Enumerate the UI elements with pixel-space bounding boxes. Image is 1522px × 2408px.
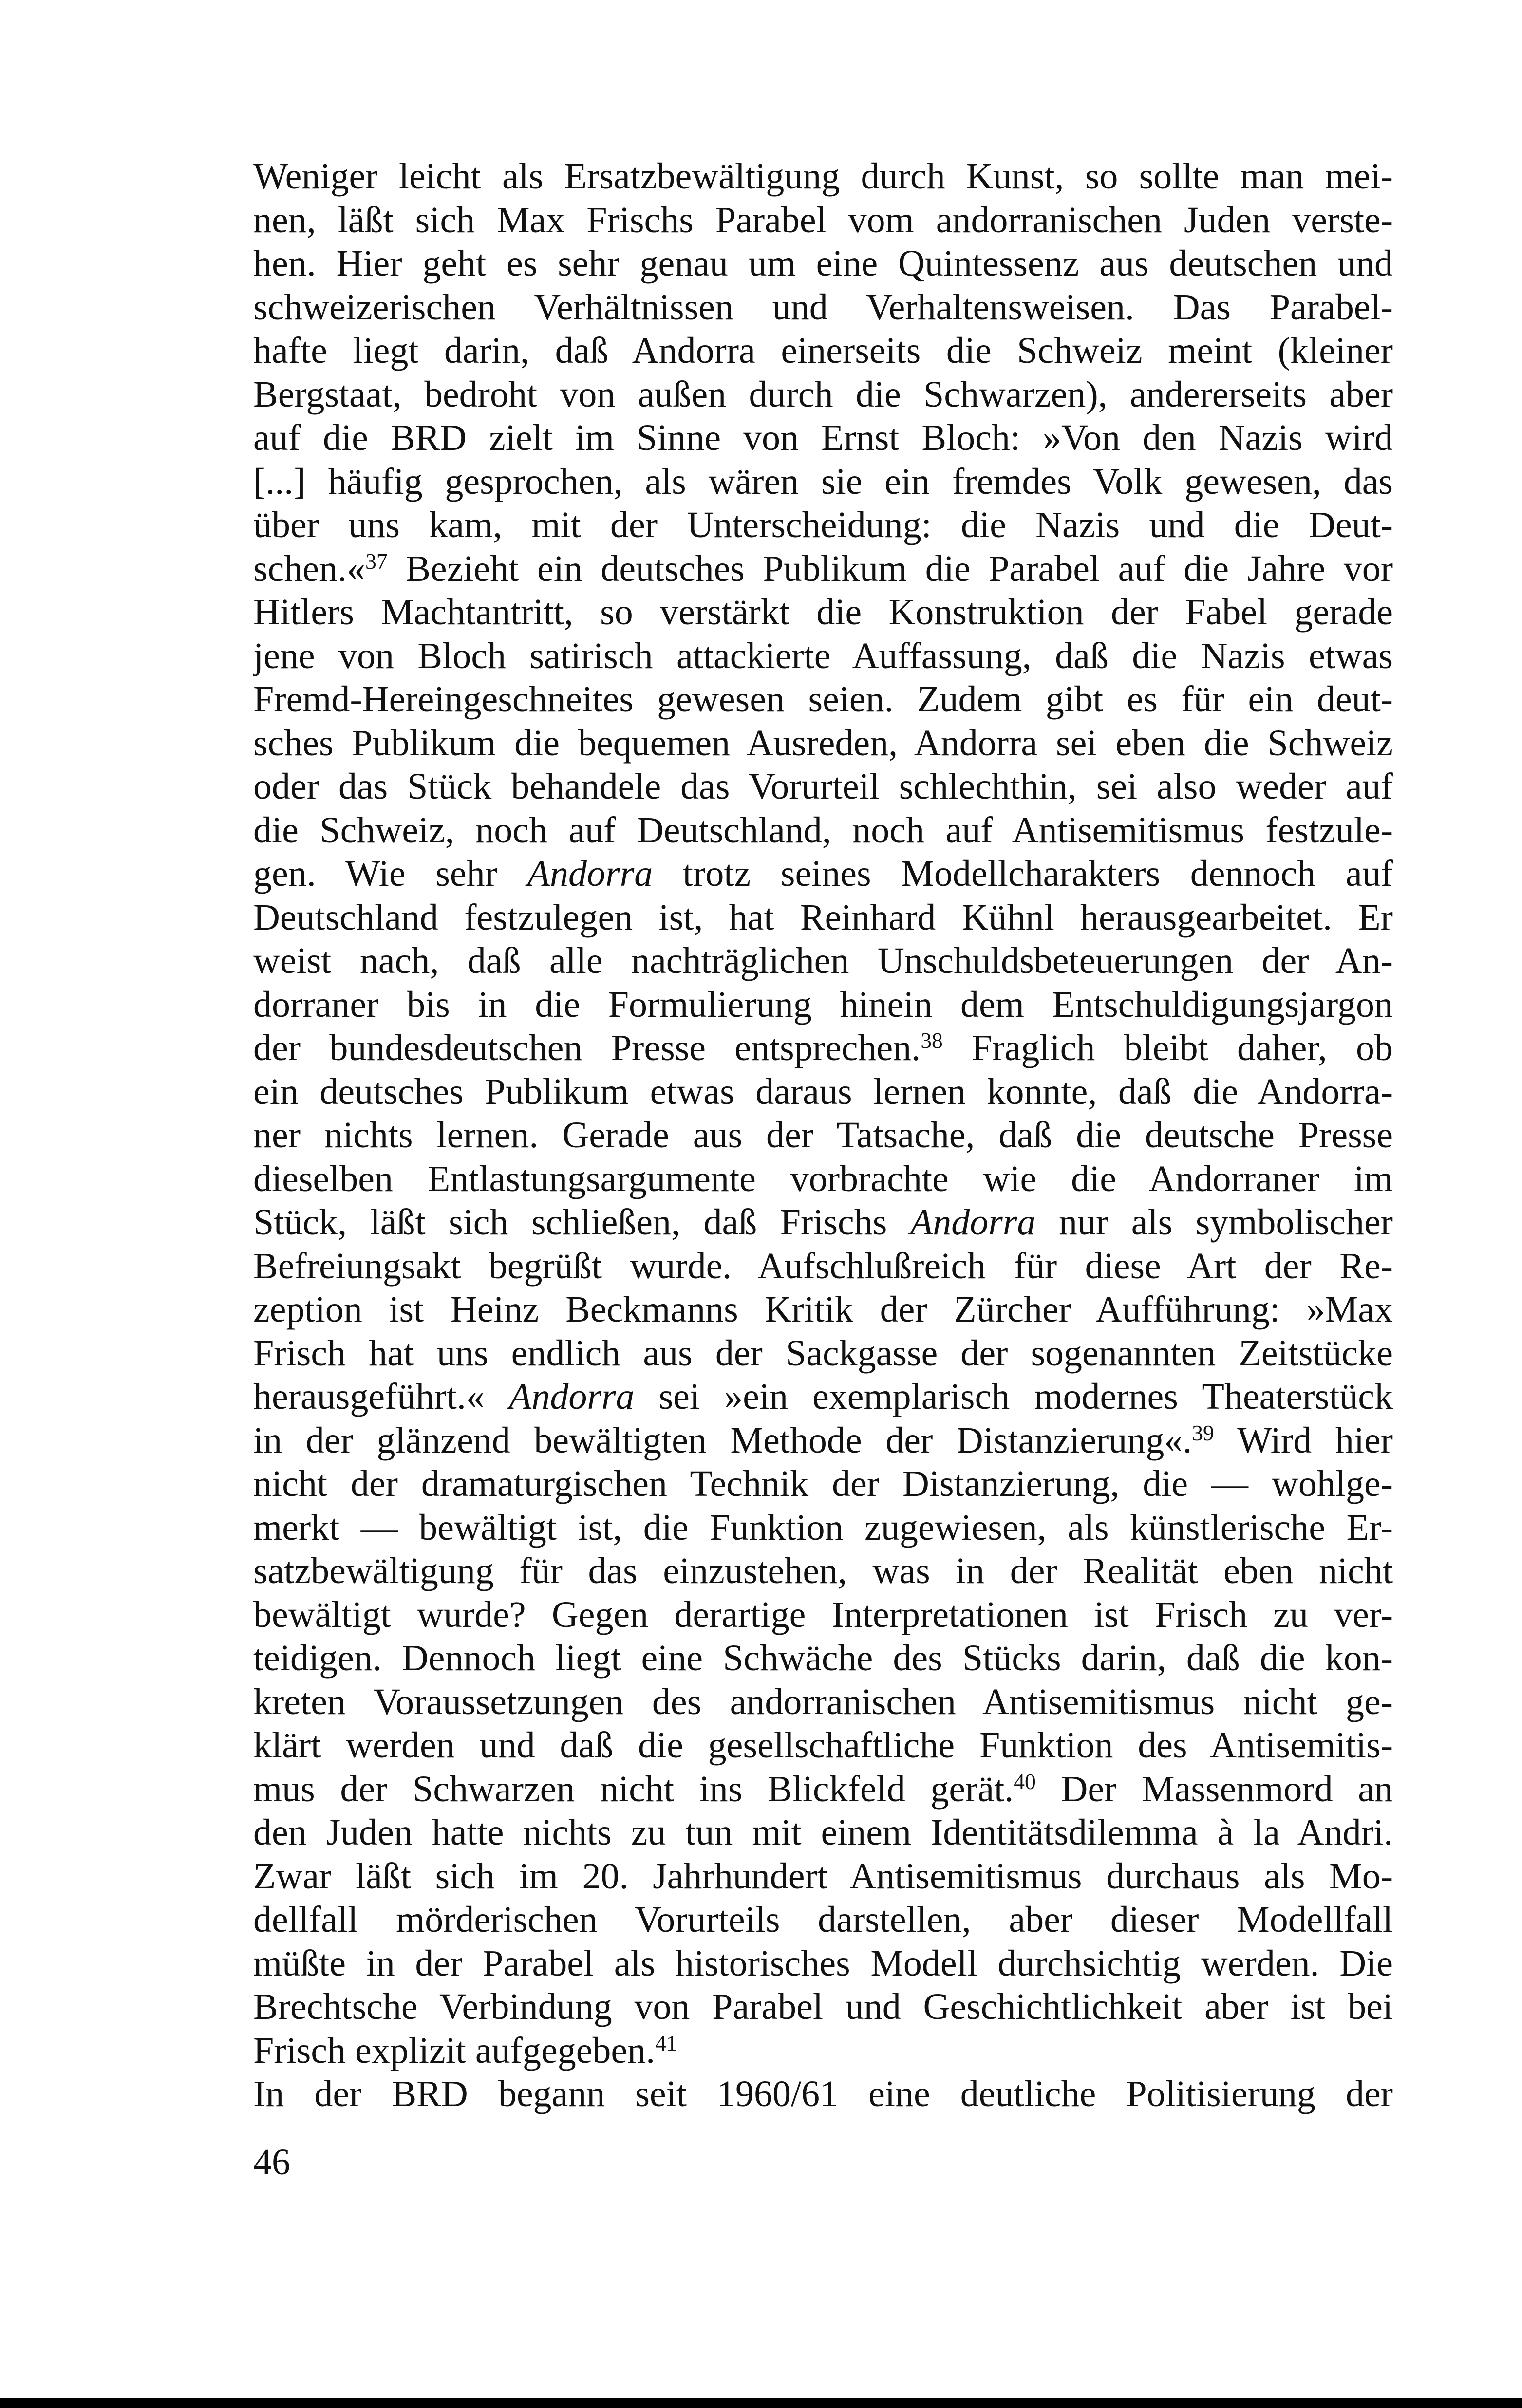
text-line	[253, 852, 1393, 896]
text-line	[253, 460, 1393, 504]
text-line	[253, 896, 1393, 940]
text-line	[253, 1245, 1393, 1288]
text-segment: dorraner bis in die Formulierung hinein dem Entschuldigungsjargon	[253, 984, 1393, 1025]
text-line	[253, 591, 1393, 635]
text-segment: Brechtsche Verbindung von Parabel und Geschichtlichkeit aber ist bei	[253, 1986, 1393, 2027]
text-segment: satzbewältigung für das einzustehen, was in der Realität eben nicht	[253, 1550, 1393, 1591]
text-segment: Stück, läßt sich schließen, daß Frischs	[253, 1202, 910, 1243]
text-line	[253, 1680, 1393, 1724]
text-line	[253, 1593, 1393, 1637]
text-segment: weist nach, daß alle nachträglichen Unschuldsbeteuerungen der An-	[253, 940, 1393, 981]
italic-title: Andorra	[527, 853, 653, 894]
text-segment: dieselben Entlastungsargumente vorbrachte wie die Andorraner im	[253, 1158, 1393, 1199]
text-segment: nicht der dramaturgischen Technik der Distanzierung, die — wohlge-	[253, 1463, 1393, 1504]
text-line	[253, 416, 1393, 460]
text-line	[253, 635, 1393, 678]
text-line	[253, 504, 1393, 547]
text-segment: merkt — bewältigt ist, die Funktion zugewiesen, als künstlerische Er-	[253, 1507, 1393, 1548]
text-segment: nur als symbolischer	[1035, 1202, 1393, 1243]
text-segment: hafte liegt darin, daß Andorra einerseits die Schweiz meint (kleiner	[253, 330, 1393, 371]
text-line	[253, 1549, 1393, 1593]
text-segment: sei »ein exemplarisch modernes Theaterstück	[634, 1376, 1393, 1417]
text-segment: den Juden hatte nichts zu tun mit einem Identitätsdilemma à la Andri.	[253, 1812, 1393, 1853]
text-segment: herausgeführt.«	[253, 1376, 509, 1417]
text-segment: in der glänzend bewältigten Methode der Distanzierung«.	[253, 1419, 1192, 1461]
text-segment: der bundesdeutschen Presse entsprechen.	[253, 1027, 921, 1068]
text-line	[253, 983, 1393, 1027]
text-segment: Wird hier	[1214, 1419, 1393, 1461]
text-segment: Zwar läßt sich im 20. Jahrhundert Antisemitismus durchaus als Mo-	[253, 1855, 1393, 1897]
text-line	[253, 1288, 1393, 1332]
text-line	[253, 939, 1393, 983]
page-number: 46	[253, 2142, 290, 2183]
footnote-marker: 38	[921, 1027, 943, 1053]
text-line	[253, 809, 1393, 853]
text-segment: kreten Voraussetzungen des andorranischen Antisemitismus nicht ge-	[253, 1681, 1393, 1722]
text-line	[253, 1114, 1393, 1157]
text-segment: müßte in der Parabel als historisches Modell durchsichtig werden. Die	[253, 1942, 1393, 1984]
scan-bottom-border	[0, 2398, 1522, 2408]
text-line	[253, 1985, 1393, 2029]
text-segment: nen, läßt sich Max Frischs Parabel vom andorranischen Juden verste-	[253, 199, 1393, 241]
text-line	[253, 1070, 1393, 1114]
text-line	[253, 1027, 1393, 1070]
text-line	[253, 1811, 1393, 1855]
footnote-marker: 41	[655, 2030, 677, 2055]
text-line	[253, 1768, 1393, 1811]
text-line	[253, 373, 1393, 417]
text-line	[253, 286, 1393, 330]
text-line	[253, 1724, 1393, 1768]
text-line	[253, 1332, 1393, 1376]
text-segment: Fraglich bleibt daher, ob	[942, 1027, 1393, 1068]
text-segment: Der Massenmord an	[1035, 1768, 1393, 1810]
footnote-marker: 40	[1014, 1769, 1036, 1794]
text-segment: die Schweiz, noch auf Deutschland, noch auf Antisemitismus festzule-	[253, 809, 1393, 851]
text-line	[253, 547, 1393, 591]
text-segment: Weniger leicht als Ersatzbewältigung durch Kunst, so sollte man mei-	[253, 156, 1393, 197]
text-line	[253, 678, 1393, 722]
text-segment: Hitlers Machtantritt, so verstärkt die Konstruktion der Fabel gerade	[253, 592, 1393, 633]
text-line	[253, 199, 1393, 243]
text-segment: zeption ist Heinz Beckmanns Kritik der Zürcher Aufführung: »Max	[253, 1289, 1393, 1330]
text-segment: bewältigt wurde? Gegen derartige Interpretationen ist Frisch zu ver-	[253, 1594, 1393, 1635]
body-text	[253, 155, 1393, 2116]
text-segment: gen. Wie sehr	[253, 853, 527, 894]
text-segment: oder das Stück behandele das Vorurteil schlechthin, sei also weder auf	[253, 766, 1393, 807]
text-segment: ner nichts lernen. Gerade aus der Tatsache, daß die deutsche Presse	[253, 1115, 1393, 1156]
footnote-marker: 37	[365, 548, 388, 574]
text-line	[253, 155, 1393, 199]
text-line	[253, 1157, 1393, 1201]
text-segment: [...] häufig gesprochen, als wären sie ein fremdes Volk gewesen, das	[253, 461, 1393, 502]
text-segment: schweizerischen Verhältnissen und Verhaltensweisen. Das Parabel-	[253, 286, 1393, 328]
text-line	[253, 2029, 1393, 2073]
text-line	[253, 1637, 1393, 1680]
text-segment: sches Publikum die bequemen Ausreden, Andorra sei eben die Schweiz	[253, 722, 1393, 764]
text-segment: In der BRD begann seit 1960/61 eine deutliche Politisierung der	[253, 2073, 1393, 2114]
text-segment: Bezieht ein deutsches Publikum die Parabel auf die Jahre vor	[387, 548, 1393, 589]
italic-title: Andorra	[910, 1202, 1036, 1243]
text-line	[253, 1898, 1393, 1942]
footnote-marker: 39	[1192, 1420, 1214, 1445]
text-segment: ein deutsches Publikum etwas daraus lernen konnte, daß die Andorra-	[253, 1071, 1393, 1112]
text-segment: mus der Schwarzen nicht ins Blickfeld gerät.	[253, 1768, 1014, 1810]
text-line	[253, 722, 1393, 765]
text-segment: trotz seines Modellcharakters dennoch auf	[653, 853, 1393, 894]
text-segment: Deutschland festzulegen ist, hat Reinhard Kühnl herausgearbeitet. Er	[253, 896, 1393, 938]
text-line	[253, 1506, 1393, 1550]
text-segment: auf die BRD zielt im Sinne von Ernst Bloch: »Von den Nazis wird	[253, 417, 1393, 458]
text-segment: teidigen. Dennoch liegt eine Schwäche des Stücks darin, daß die kon-	[253, 1638, 1393, 1679]
text-line	[253, 2072, 1393, 2116]
text-line	[253, 1855, 1393, 1899]
italic-title: Andorra	[508, 1376, 635, 1417]
text-segment: klärt werden und daß die gesellschaftliche Funktion des Antisemitis-	[253, 1725, 1393, 1766]
text-line	[253, 1462, 1393, 1506]
text-segment: Bergstaat, bedroht von außen durch die Schwarzen), andererseits aber	[253, 373, 1393, 415]
text-segment: Fremd-Hereingeschneites gewesen seien. Zudem gibt es für ein deut-	[253, 679, 1393, 720]
text-line	[253, 1375, 1393, 1419]
text-segment: hen. Hier geht es sehr genau um eine Quintessenz aus deutschen und	[253, 243, 1393, 284]
text-segment: über uns kam, mit der Unterscheidung: die Nazis und die Deut-	[253, 504, 1393, 545]
text-line	[253, 1201, 1393, 1245]
text-segment: Frisch hat uns endlich aus der Sackgasse der sogenannten Zeitstücke	[253, 1332, 1393, 1374]
text-segment: dellfall mörderischen Vorurteils darstellen, aber dieser Modellfall	[253, 1899, 1393, 1940]
text-segment: schen.«	[253, 548, 366, 589]
text-segment: jene von Bloch satirisch attackierte Auffassung, daß die Nazis etwas	[253, 635, 1393, 676]
text-segment: Frisch explizit aufgegeben.	[253, 2030, 656, 2071]
text-line	[253, 1942, 1393, 1986]
text-segment: Befreiungsakt begrüßt wurde. Aufschlußreich für diese Art der Re-	[253, 1245, 1393, 1287]
text-line	[253, 1419, 1393, 1463]
text-line	[253, 765, 1393, 809]
text-line	[253, 242, 1393, 286]
text-line	[253, 329, 1393, 373]
